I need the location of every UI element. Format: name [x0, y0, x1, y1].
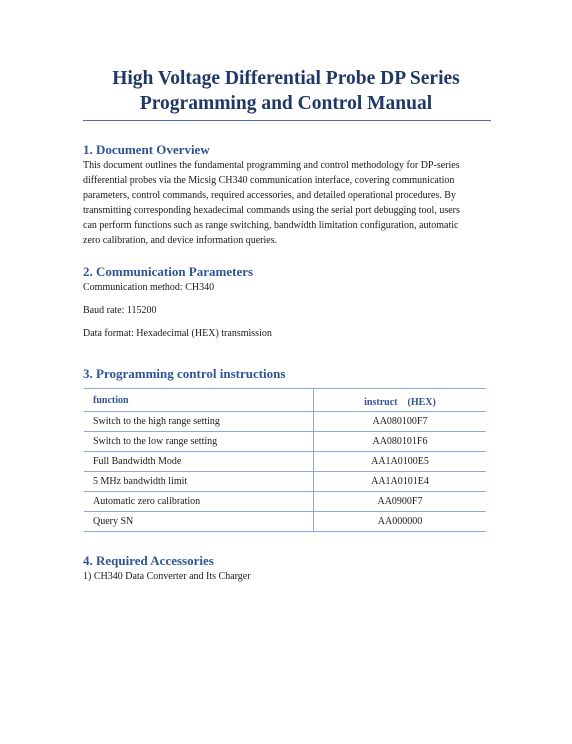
instruction-table [84, 388, 486, 532]
hex-cell: AA080101F6 [314, 432, 487, 452]
title-divider [83, 120, 491, 121]
title-line-1: High Voltage Differential Probe DP Series [112, 68, 460, 89]
function-cell: Switch to the high range setting [84, 412, 314, 432]
hex-cell: AA1A0100E5 [314, 452, 487, 472]
data-format: Data format: Hexadecimal (HEX) transmission [83, 328, 272, 339]
table-row [84, 452, 486, 472]
title-line-2: Programming and Control Manual [139, 93, 433, 114]
accessory-item: 1) CH340 Data Converter and Its Charger [83, 571, 251, 582]
table-header-row [84, 389, 486, 412]
table-row [84, 492, 486, 512]
table-row [84, 472, 486, 492]
overview-line: differential probes via the Micsig CH340 communication interface, covering communication [83, 175, 455, 186]
hex-cell: AA0900F7 [314, 492, 487, 512]
section-heading-instructions: 3. Programming control instructions [83, 366, 286, 381]
baud-rate: Baud rate: 115200 [83, 305, 157, 316]
function-cell: Automatic zero calibration [84, 492, 314, 512]
function-cell: Query SN [84, 512, 314, 532]
document-title [40, 66, 532, 116]
hex-cell: AA1A0101E4 [314, 472, 487, 492]
overview-line: can perform functions such as range switching, bandwidth limitation configuration, automatic [83, 220, 459, 231]
communication-method: Communication method: CH340 [83, 282, 215, 293]
function-cell: Full Bandwidth Mode [84, 452, 314, 472]
function-cell: Switch to the low range setting [84, 432, 314, 452]
overview-line: This document outlines the fundamental programming and control methodology for DP-series [83, 160, 460, 171]
section-heading-communication: 2. Communication Parameters [83, 264, 254, 279]
hex-cell: AA000000 [314, 512, 487, 532]
overview-line: parameters, control commands, required accessories, and detailed operational procedures. By [83, 190, 456, 201]
hex-cell: AA080100F7 [314, 412, 487, 432]
column-header-function: function [84, 389, 314, 412]
overview-paragraph [83, 158, 493, 248]
section-heading-overview: 1. Document Overview [83, 142, 210, 157]
table-row [84, 512, 486, 532]
table-row [84, 412, 486, 432]
table-row [84, 432, 486, 452]
overview-line: zero calibration, and device information queries. [83, 235, 278, 246]
overview-line: transmitting corresponding hexadecimal commands using the serial port debugging tool, users [83, 205, 460, 216]
column-header-instruct: instruct (HEX) [314, 389, 487, 412]
section-heading-accessories: 4. Required Accessories [83, 553, 214, 568]
function-cell: 5 MHz bandwidth limit [84, 472, 314, 492]
